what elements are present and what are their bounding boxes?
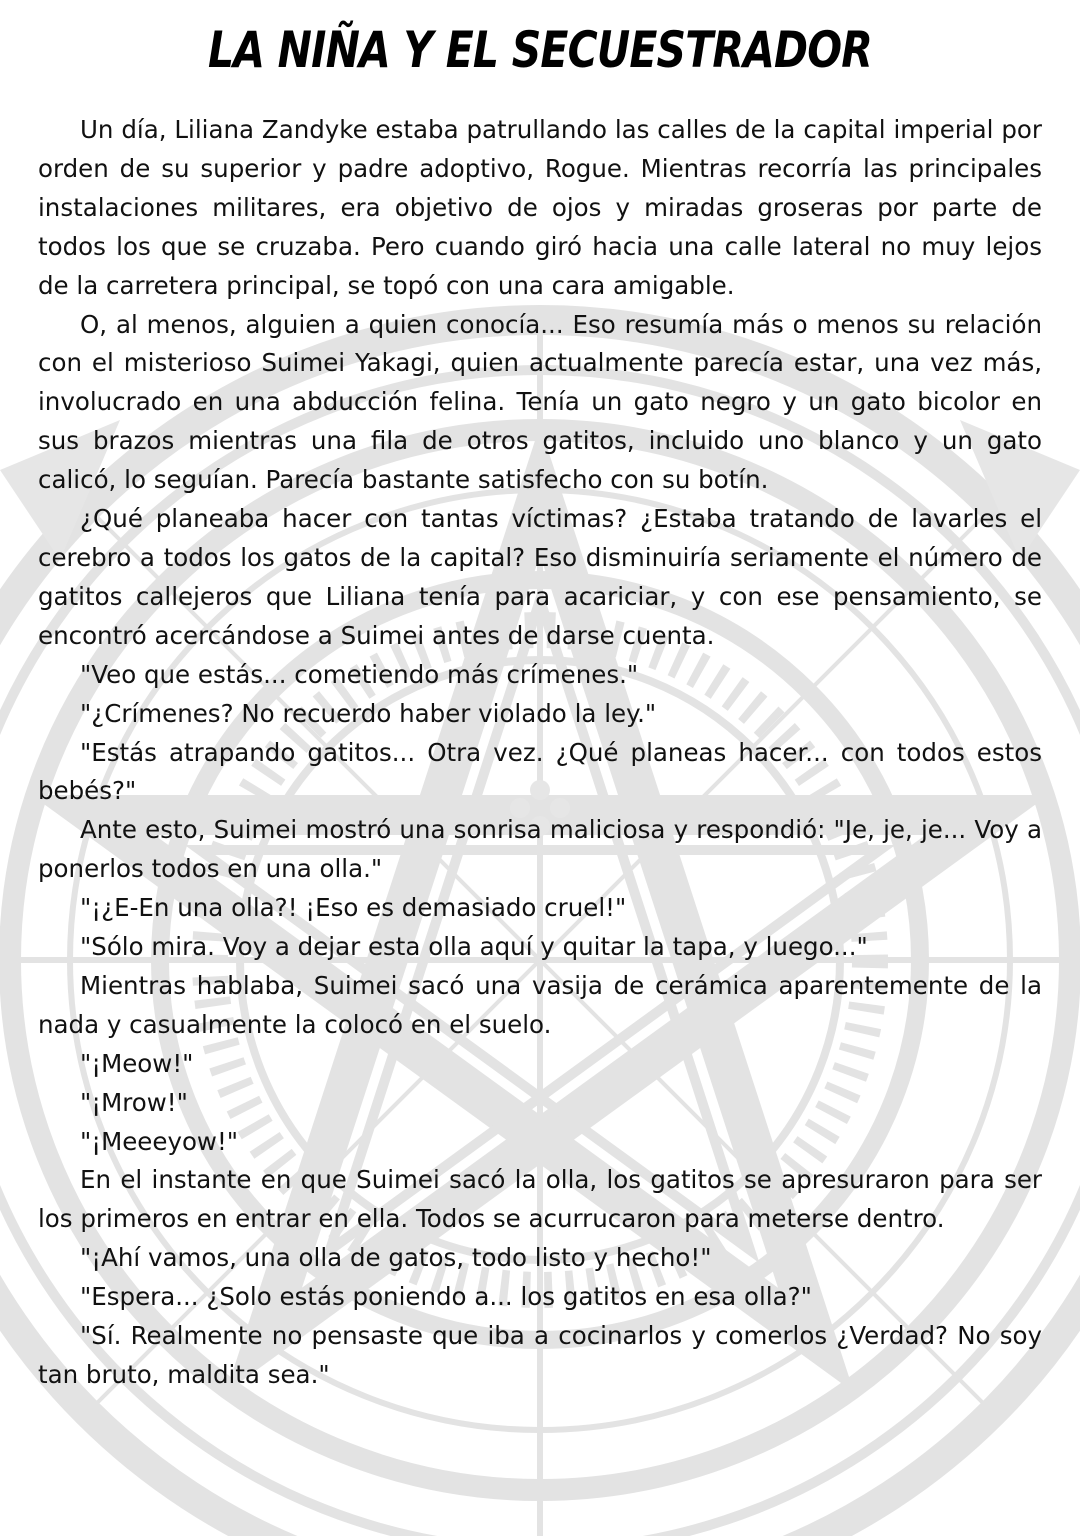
dialogue-line: "¡¿E-En una olla?! ¡Eso es demasiado cruel!" [80,893,627,923]
dialogue-line: "Estás atrapando gatitos... Otra vez. ¿Qué planeas hacer... con todos estos bebés?" [38,737,1042,806]
paragraph: Ante esto, Suimei mostró una sonrisa maliciosa y respondió: "Je, je, je... Voy a ponerlos todos en una olla." [38,815,1042,884]
dialogue-line: "¡Mrow!" [80,1087,188,1117]
paragraph: O, al menos, alguien a quien conocía... Eso resumía más o menos su relación con el misterioso Suimei Yakagi, quien actualmente parecía estar, una vez más, involucrado en una abducción felina. Tenía un gato negro y un gato bicolor en sus brazos mientras una fila de otros gatitos, incluido uno blanco y un gato calicó, lo seguían. Parecía bastante satisfecho con su botín. [38,309,1042,495]
dialogue-line: "¿Crímenes? No recuerdo haber violado la ley." [80,698,657,728]
dialogue-line: "¡Meow!" [80,1048,194,1078]
chapter-title: LA NIÑA Y EL SECUESTRADOR [207,21,873,79]
dialogue-line: "Sí. Realmente no pensaste que iba a cocinarlos y comerlos ¿Verdad? No soy tan bruto, maldita sea." [38,1321,1042,1389]
paragraph: Un día, Liliana Zandyke estaba patrullando las calles de la capital imperial por orden de su superior y padre adoptivo, Rogue. Mientras recorría las principales instalaciones militares, era objetivo de ojos y miradas groseras por parte de todos los que se cruzaba. Pero cuando giró hacia una calle lateral no muy lejos de la carretera principal, se topó con una cara amigable. [38,115,1042,300]
dialogue-line: "Espera... ¿Solo estás poniendo a... los gatitos en esa olla?" [80,1282,812,1312]
paragraph: En el instante en que Suimei sacó la olla, los gatitos se apresuraron para ser los primeros en entrar en ella. Todos se acurrucaron para meterse dentro. [38,1165,1042,1234]
story-body [38,111,1042,1395]
dialogue-line: "¡Meeeyow!" [80,1126,239,1156]
dialogue-line: "Veo que estás... cometiendo más crímenes." [80,659,639,689]
paragraph: Mientras hablaba, Suimei sacó una vasija de cerámica aparentemente de la nada y casualmente la colocó en el suelo. [38,970,1042,1039]
paragraph: ¿Qué planeaba hacer con tantas víctimas? ¿Estaba tratando de lavarles el cerebro a todos los gatos de la capital? Eso disminuiría seriamente el número de gatitos callejeros que Liliana tenía para acariciar, y con ese pensamiento, se encontró acercándose a Suimei antes de darse cuenta. [38,504,1042,650]
dialogue-line: "Sólo mira. Voy a dejar esta olla aquí y quitar la tapa, y luego..." [80,932,868,962]
dialogue-line: "¡Ahí vamos, una olla de gatos, todo listo y hecho!" [80,1243,712,1273]
